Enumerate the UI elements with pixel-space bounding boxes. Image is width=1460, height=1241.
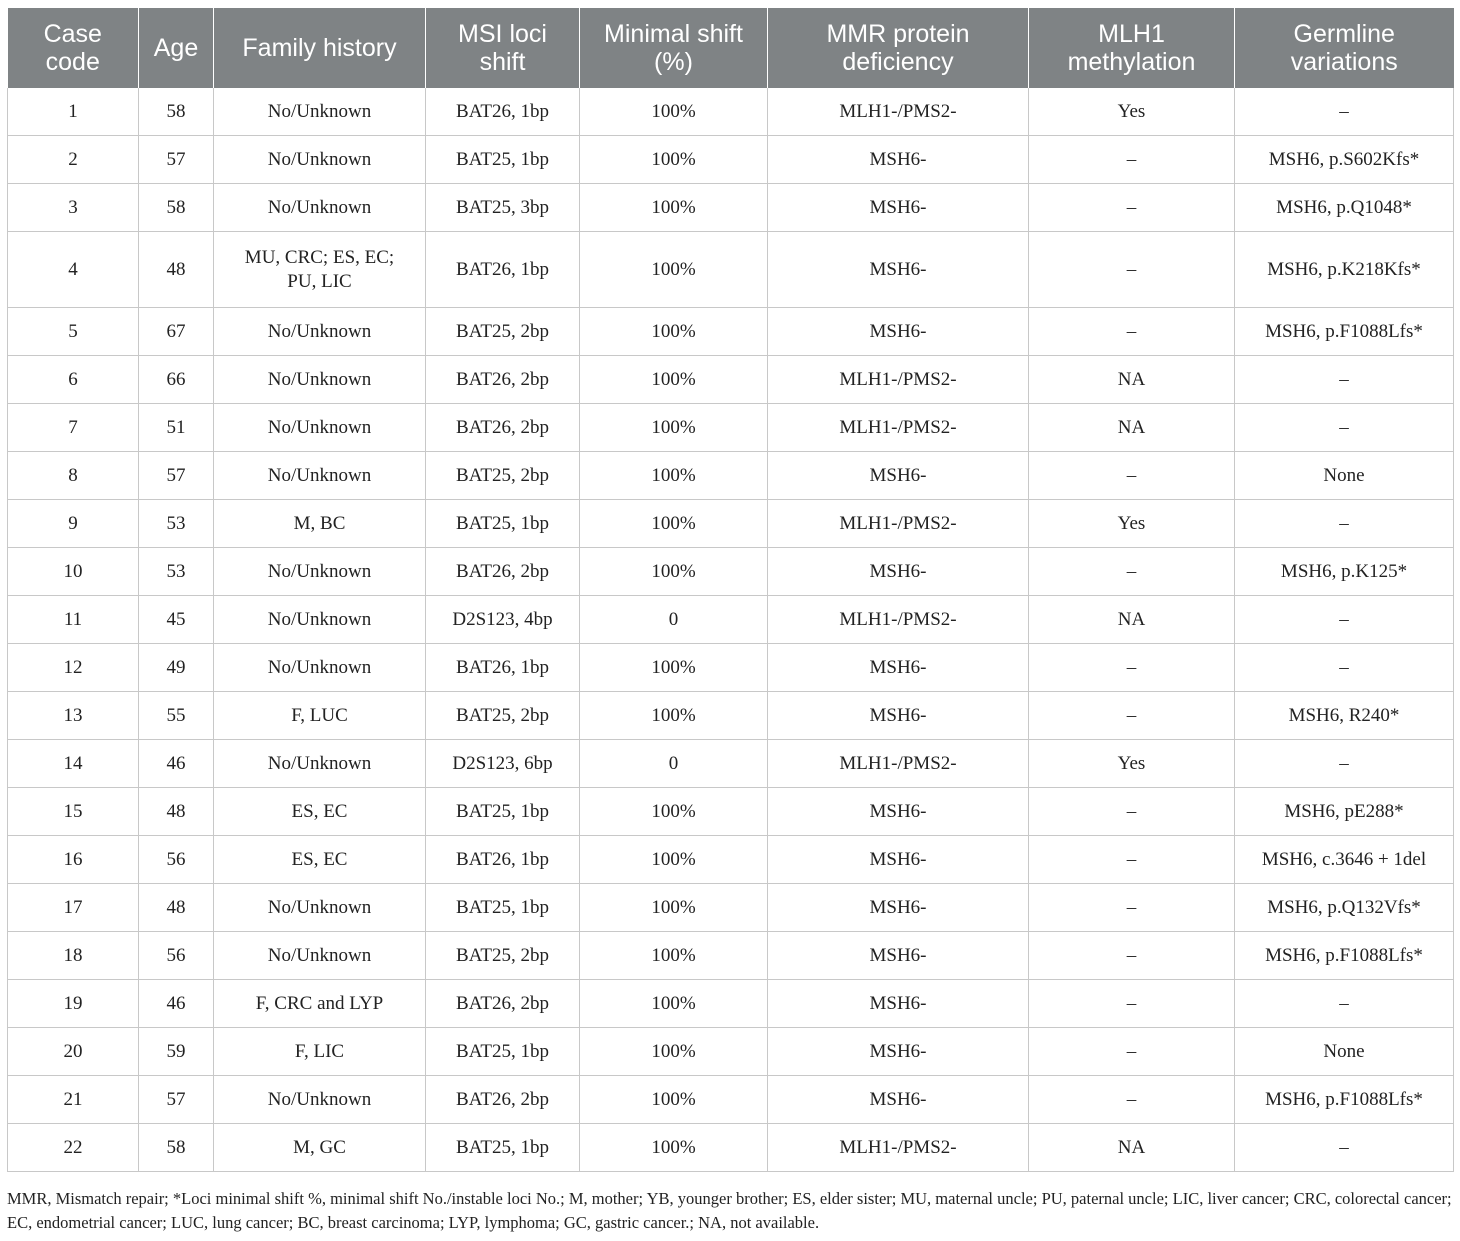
cell-case-code: 12 xyxy=(8,644,139,692)
cell-msi-loci-shift: BAT26, 1bp xyxy=(426,232,580,308)
cell-family-history: No/Unknown xyxy=(214,548,426,596)
column-header-text: Family history xyxy=(242,34,397,62)
column-header-germline-variations xyxy=(1235,8,1454,88)
table-row xyxy=(8,1124,1454,1172)
cell-msi-loci-shift: BAT26, 2bp xyxy=(426,1076,580,1124)
cell-mmr-protein-deficiency: MSH6- xyxy=(768,184,1029,232)
cell-family-history: No/Unknown xyxy=(214,184,426,232)
cell-mlh1-methylation: NA xyxy=(1029,1124,1235,1172)
cell-family-history: No/Unknown xyxy=(214,1076,426,1124)
cell-msi-loci-shift: BAT25, 1bp xyxy=(426,136,580,184)
cell-case-code: 20 xyxy=(8,1028,139,1076)
cell-germline-variations: MSH6, p.F1088Lfs* xyxy=(1235,1076,1454,1124)
cell-minimal-shift: 100% xyxy=(580,644,768,692)
cell-msi-loci-shift: BAT25, 2bp xyxy=(426,932,580,980)
cell-minimal-shift: 100% xyxy=(580,452,768,500)
cell-mlh1-methylation: – xyxy=(1029,1028,1235,1076)
cell-minimal-shift: 100% xyxy=(580,884,768,932)
cell-mmr-protein-deficiency: MSH6- xyxy=(768,548,1029,596)
cell-mlh1-methylation: – xyxy=(1029,1076,1235,1124)
cell-msi-loci-shift: D2S123, 6bp xyxy=(426,740,580,788)
cell-mmr-protein-deficiency: MLH1-/PMS2- xyxy=(768,500,1029,548)
cell-minimal-shift: 100% xyxy=(580,548,768,596)
cell-age: 56 xyxy=(139,932,214,980)
table-row xyxy=(8,980,1454,1028)
cell-mmr-protein-deficiency: MSH6- xyxy=(768,232,1029,308)
column-header-text: deficiency xyxy=(842,48,954,76)
cell-case-code: 1 xyxy=(8,88,139,136)
cell-msi-loci-shift: BAT25, 1bp xyxy=(426,1124,580,1172)
table-row xyxy=(8,308,1454,356)
cell-msi-loci-shift: BAT26, 2bp xyxy=(426,548,580,596)
cell-minimal-shift: 100% xyxy=(580,1124,768,1172)
cell-age: 48 xyxy=(139,884,214,932)
cell-mlh1-methylation: Yes xyxy=(1029,88,1235,136)
cell-family-history: No/Unknown xyxy=(214,452,426,500)
table-row xyxy=(8,500,1454,548)
table-row xyxy=(8,932,1454,980)
cell-family-history: MU, CRC; ES, EC; PU, LIC xyxy=(214,232,426,308)
case-table xyxy=(7,8,1454,1172)
cell-germline-variations: MSH6, p.F1088Lfs* xyxy=(1235,932,1454,980)
cell-mmr-protein-deficiency: MSH6- xyxy=(768,308,1029,356)
cell-msi-loci-shift: BAT25, 1bp xyxy=(426,1028,580,1076)
cell-germline-variations: – xyxy=(1235,88,1454,136)
column-header-family-history xyxy=(214,8,426,88)
cell-minimal-shift: 100% xyxy=(580,500,768,548)
cell-germline-variations: MSH6, p.F1088Lfs* xyxy=(1235,308,1454,356)
cell-case-code: 13 xyxy=(8,692,139,740)
cell-mlh1-methylation: – xyxy=(1029,452,1235,500)
cell-family-history: ES, EC xyxy=(214,836,426,884)
cell-msi-loci-shift: BAT26, 2bp xyxy=(426,980,580,1028)
cell-family-history: ES, EC xyxy=(214,788,426,836)
cell-mlh1-methylation: – xyxy=(1029,644,1235,692)
cell-mmr-protein-deficiency: MSH6- xyxy=(768,692,1029,740)
cell-family-history: F, LUC xyxy=(214,692,426,740)
cell-case-code: 8 xyxy=(8,452,139,500)
cell-minimal-shift: 100% xyxy=(580,1028,768,1076)
column-header-text: shift xyxy=(479,48,526,76)
cell-family-history: No/Unknown xyxy=(214,88,426,136)
cell-age: 53 xyxy=(139,500,214,548)
cell-mlh1-methylation: – xyxy=(1029,136,1235,184)
cell-msi-loci-shift: BAT25, 2bp xyxy=(426,308,580,356)
table-row xyxy=(8,836,1454,884)
cell-family-history: No/Unknown xyxy=(214,644,426,692)
cell-case-code: 10 xyxy=(8,548,139,596)
cell-mlh1-methylation: – xyxy=(1029,788,1235,836)
table-footnote: MMR, Mismatch repair; *Loci minimal shift %, minimal shift No./instable loci No.; M, mother; YB, younger brother; ES, elder sister; MU, maternal uncle; PU, paternal uncle; LIC, liver cancer; CRC, colorectal cancer; EC, endometrial cancer; LUC, lung cancer; BC, breast carcinoma; LYP, lymphoma; GC, gastric cancer.; NA, not available. xyxy=(7,1189,1452,1232)
cell-age: 59 xyxy=(139,1028,214,1076)
cell-minimal-shift: 100% xyxy=(580,788,768,836)
cell-family-history: No/Unknown xyxy=(214,136,426,184)
column-header-text: MLH1 xyxy=(1098,20,1165,48)
cell-age: 48 xyxy=(139,232,214,308)
cell-germline-variations: – xyxy=(1235,1124,1454,1172)
cell-mlh1-methylation: – xyxy=(1029,308,1235,356)
cell-minimal-shift: 100% xyxy=(580,404,768,452)
cell-msi-loci-shift: BAT25, 1bp xyxy=(426,500,580,548)
cell-germline-variations: MSH6, c.3646 + 1del xyxy=(1235,836,1454,884)
table-row xyxy=(8,548,1454,596)
cell-case-code: 9 xyxy=(8,500,139,548)
cell-case-code: 22 xyxy=(8,1124,139,1172)
cell-msi-loci-shift: BAT25, 3bp xyxy=(426,184,580,232)
cell-mmr-protein-deficiency: MSH6- xyxy=(768,644,1029,692)
cell-msi-loci-shift: BAT26, 1bp xyxy=(426,88,580,136)
cell-mlh1-methylation: Yes xyxy=(1029,500,1235,548)
table-row xyxy=(8,88,1454,136)
cell-germline-variations: MSH6, p.S602Kfs* xyxy=(1235,136,1454,184)
table-row xyxy=(8,232,1454,308)
cell-mmr-protein-deficiency: MLH1-/PMS2- xyxy=(768,740,1029,788)
cell-minimal-shift: 100% xyxy=(580,980,768,1028)
cell-msi-loci-shift: BAT26, 1bp xyxy=(426,836,580,884)
table-row xyxy=(8,1028,1454,1076)
cell-mmr-protein-deficiency: MSH6- xyxy=(768,932,1029,980)
cell-germline-variations: MSH6, p.K218Kfs* xyxy=(1235,232,1454,308)
cell-family-history: No/Unknown xyxy=(214,932,426,980)
table-header-row xyxy=(8,8,1454,88)
cell-case-code: 2 xyxy=(8,136,139,184)
cell-minimal-shift: 100% xyxy=(580,308,768,356)
table-row xyxy=(8,404,1454,452)
cell-msi-loci-shift: BAT25, 1bp xyxy=(426,884,580,932)
cell-age: 46 xyxy=(139,740,214,788)
cell-case-code: 21 xyxy=(8,1076,139,1124)
cell-mlh1-methylation: – xyxy=(1029,836,1235,884)
column-header-text: Germline xyxy=(1293,20,1395,48)
column-header-text: MSI loci xyxy=(458,20,547,48)
cell-family-history: No/Unknown xyxy=(214,404,426,452)
cell-germline-variations: MSH6, pE288* xyxy=(1235,788,1454,836)
cell-mmr-protein-deficiency: MSH6- xyxy=(768,836,1029,884)
cell-age: 58 xyxy=(139,1124,214,1172)
cell-mlh1-methylation: – xyxy=(1029,692,1235,740)
cell-germline-variations: – xyxy=(1235,644,1454,692)
column-header-text: variations xyxy=(1290,48,1398,76)
cell-age: 66 xyxy=(139,356,214,404)
cell-age: 55 xyxy=(139,692,214,740)
cell-age: 56 xyxy=(139,836,214,884)
column-header-minimal-shift xyxy=(580,8,768,88)
cell-mmr-protein-deficiency: MLH1-/PMS2- xyxy=(768,404,1029,452)
cell-family-history: No/Unknown xyxy=(214,596,426,644)
cell-family-history: M, BC xyxy=(214,500,426,548)
cell-family-history: F, CRC and LYP xyxy=(214,980,426,1028)
cell-msi-loci-shift: BAT26, 1bp xyxy=(426,644,580,692)
cell-case-code: 15 xyxy=(8,788,139,836)
cell-minimal-shift: 100% xyxy=(580,232,768,308)
column-header-case-code xyxy=(8,8,139,88)
cell-age: 58 xyxy=(139,88,214,136)
table-row xyxy=(8,184,1454,232)
cell-age: 57 xyxy=(139,1076,214,1124)
cell-mmr-protein-deficiency: MLH1-/PMS2- xyxy=(768,596,1029,644)
cell-age: 45 xyxy=(139,596,214,644)
cell-minimal-shift: 100% xyxy=(580,932,768,980)
cell-age: 46 xyxy=(139,980,214,1028)
cell-minimal-shift: 0 xyxy=(580,740,768,788)
table-row xyxy=(8,356,1454,404)
cell-case-code: 6 xyxy=(8,356,139,404)
cell-germline-variations: MSH6, R240* xyxy=(1235,692,1454,740)
cell-germline-variations: – xyxy=(1235,740,1454,788)
table-row xyxy=(8,740,1454,788)
cell-germline-variations: – xyxy=(1235,404,1454,452)
cell-mlh1-methylation: NA xyxy=(1029,596,1235,644)
cell-mlh1-methylation: – xyxy=(1029,980,1235,1028)
cell-case-code: 5 xyxy=(8,308,139,356)
cell-mmr-protein-deficiency: MLH1-/PMS2- xyxy=(768,356,1029,404)
cell-germline-variations: – xyxy=(1235,500,1454,548)
cell-family-history: No/Unknown xyxy=(214,356,426,404)
cell-family-history: No/Unknown xyxy=(214,308,426,356)
cell-mlh1-methylation: – xyxy=(1029,184,1235,232)
cell-case-code: 3 xyxy=(8,184,139,232)
cell-germline-variations: – xyxy=(1235,356,1454,404)
cell-msi-loci-shift: BAT25, 1bp xyxy=(426,788,580,836)
cell-age: 58 xyxy=(139,184,214,232)
cell-case-code: 7 xyxy=(8,404,139,452)
column-header-text: (%) xyxy=(654,48,693,76)
column-header-msi-loci-shift xyxy=(426,8,580,88)
cell-minimal-shift: 0 xyxy=(580,596,768,644)
cell-mlh1-methylation: – xyxy=(1029,548,1235,596)
cell-mlh1-methylation: – xyxy=(1029,884,1235,932)
cell-age: 67 xyxy=(139,308,214,356)
cell-case-code: 17 xyxy=(8,884,139,932)
cell-case-code: 11 xyxy=(8,596,139,644)
cell-mmr-protein-deficiency: MLH1-/PMS2- xyxy=(768,1124,1029,1172)
column-header-text: Case xyxy=(43,20,102,48)
cell-age: 57 xyxy=(139,136,214,184)
cell-msi-loci-shift: BAT25, 2bp xyxy=(426,692,580,740)
cell-mmr-protein-deficiency: MSH6- xyxy=(768,788,1029,836)
cell-mmr-protein-deficiency: MSH6- xyxy=(768,884,1029,932)
data-table-container xyxy=(7,8,1453,1172)
cell-minimal-shift: 100% xyxy=(580,136,768,184)
cell-msi-loci-shift: BAT26, 2bp xyxy=(426,356,580,404)
cell-mlh1-methylation: Yes xyxy=(1029,740,1235,788)
column-header-text: MMR protein xyxy=(826,20,970,48)
cell-msi-loci-shift: BAT26, 2bp xyxy=(426,404,580,452)
column-header-age xyxy=(139,8,214,88)
cell-age: 49 xyxy=(139,644,214,692)
cell-mmr-protein-deficiency: MLH1-/PMS2- xyxy=(768,88,1029,136)
cell-family-history: No/Unknown xyxy=(214,740,426,788)
cell-case-code: 16 xyxy=(8,836,139,884)
cell-mmr-protein-deficiency: MSH6- xyxy=(768,1076,1029,1124)
cell-family-history: F, LIC xyxy=(214,1028,426,1076)
cell-germline-variations: – xyxy=(1235,596,1454,644)
cell-minimal-shift: 100% xyxy=(580,836,768,884)
column-header-mmr-protein-deficiency xyxy=(768,8,1029,88)
cell-mlh1-methylation: NA xyxy=(1029,404,1235,452)
cell-mmr-protein-deficiency: MSH6- xyxy=(768,452,1029,500)
table-row xyxy=(8,1076,1454,1124)
cell-germline-variations: MSH6, p.Q132Vfs* xyxy=(1235,884,1454,932)
cell-case-code: 4 xyxy=(8,232,139,308)
table-row xyxy=(8,884,1454,932)
cell-mlh1-methylation: – xyxy=(1029,232,1235,308)
cell-mmr-protein-deficiency: MSH6- xyxy=(768,980,1029,1028)
cell-age: 48 xyxy=(139,788,214,836)
table-row xyxy=(8,692,1454,740)
cell-germline-variations: MSH6, p.Q1048* xyxy=(1235,184,1454,232)
cell-minimal-shift: 100% xyxy=(580,184,768,232)
column-header-text: methylation xyxy=(1067,48,1196,76)
cell-mmr-protein-deficiency: MSH6- xyxy=(768,1028,1029,1076)
cell-minimal-shift: 100% xyxy=(580,88,768,136)
cell-msi-loci-shift: BAT25, 2bp xyxy=(426,452,580,500)
cell-case-code: 19 xyxy=(8,980,139,1028)
cell-germline-variations: – xyxy=(1235,980,1454,1028)
cell-minimal-shift: 100% xyxy=(580,692,768,740)
cell-age: 51 xyxy=(139,404,214,452)
cell-case-code: 14 xyxy=(8,740,139,788)
table-body xyxy=(8,88,1454,1172)
cell-mlh1-methylation: – xyxy=(1029,932,1235,980)
cell-age: 57 xyxy=(139,452,214,500)
table-row xyxy=(8,596,1454,644)
cell-mmr-protein-deficiency: MSH6- xyxy=(768,136,1029,184)
table-row xyxy=(8,452,1454,500)
cell-age: 53 xyxy=(139,548,214,596)
column-header-mlh1-methylation xyxy=(1029,8,1235,88)
table-row xyxy=(8,788,1454,836)
cell-germline-variations: None xyxy=(1235,452,1454,500)
column-header-text: code xyxy=(45,48,100,76)
cell-case-code: 18 xyxy=(8,932,139,980)
column-header-text: Minimal shift xyxy=(604,20,743,48)
cell-germline-variations: None xyxy=(1235,1028,1454,1076)
cell-mlh1-methylation: NA xyxy=(1029,356,1235,404)
cell-minimal-shift: 100% xyxy=(580,1076,768,1124)
cell-msi-loci-shift: D2S123, 4bp xyxy=(426,596,580,644)
table-row xyxy=(8,644,1454,692)
table-row xyxy=(8,136,1454,184)
cell-minimal-shift: 100% xyxy=(580,356,768,404)
cell-germline-variations: MSH6, p.K125* xyxy=(1235,548,1454,596)
cell-family-history: No/Unknown xyxy=(214,884,426,932)
column-header-text: Age xyxy=(153,34,199,62)
cell-family-history: M, GC xyxy=(214,1124,426,1172)
